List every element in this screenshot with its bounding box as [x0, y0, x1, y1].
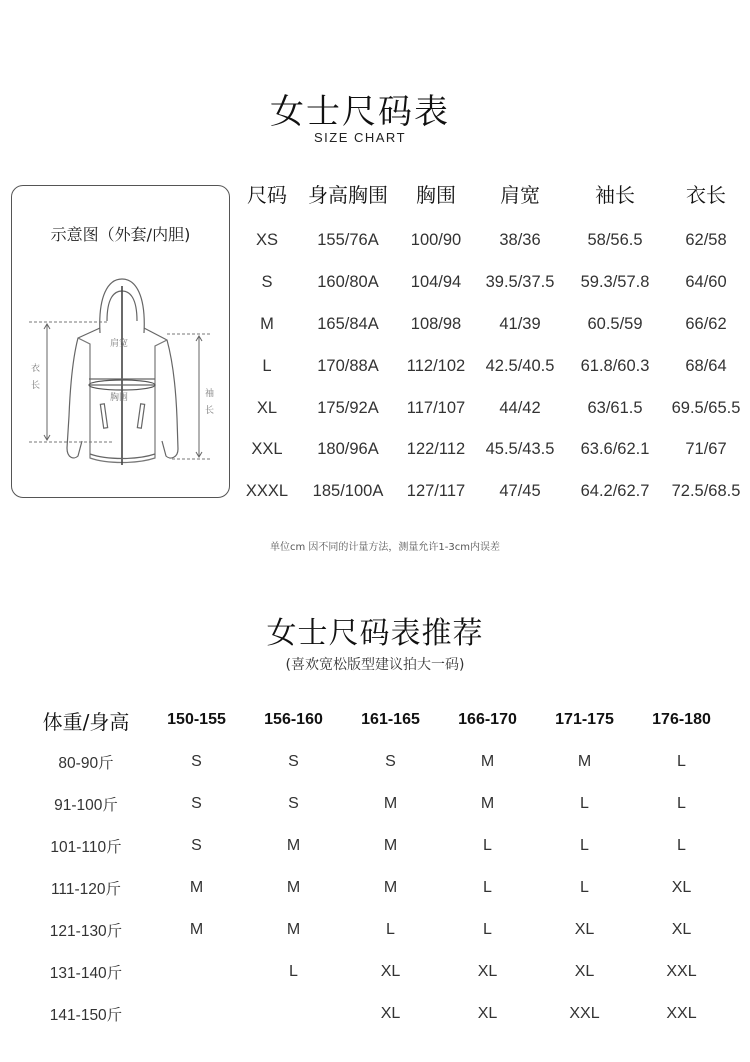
- cell-height-chest: 180/96A: [317, 440, 379, 459]
- size-cell: XL: [671, 921, 692, 938]
- weight-label: 80-90斤: [58, 755, 114, 772]
- size-cell: XXL: [666, 1005, 697, 1022]
- weight-label: 131-140斤: [49, 965, 123, 982]
- size-cell: M: [286, 837, 301, 854]
- weight-label: 91-100斤: [54, 797, 118, 814]
- header-height-range: 156-160: [264, 711, 323, 728]
- size-cell: S: [191, 837, 202, 854]
- cell-length: 64/60: [685, 273, 727, 292]
- size-cell: XL: [380, 963, 401, 980]
- cell-sleeve: 59.3/57.8: [580, 273, 650, 292]
- cell-shoulder: 44/42: [499, 398, 541, 417]
- cell-length: 71/67: [685, 440, 727, 459]
- cell-chest: 122/112: [406, 440, 466, 459]
- header-height-chest: 身高胸围: [308, 182, 388, 207]
- table-row: [24, 951, 740, 993]
- sleeve-label-2: 长: [205, 406, 215, 416]
- cell-chest: 108/98: [410, 314, 462, 333]
- cell-height-chest: 160/80A: [317, 273, 379, 292]
- table-row: [238, 220, 750, 262]
- header-height-range: 161-165: [361, 711, 420, 728]
- cell-shoulder: 47/45: [499, 482, 541, 501]
- cell-chest: 112/102: [406, 356, 466, 375]
- cell-size: XS: [255, 231, 278, 250]
- cell-shoulder: 41/39: [499, 314, 541, 333]
- cell-chest: 117/107: [406, 398, 466, 417]
- size-chart-title: 女士尺码表: [270, 92, 450, 132]
- cell-sleeve: 64.2/62.7: [580, 482, 650, 501]
- size-cell: L: [289, 963, 298, 980]
- cell-length: 62/58: [685, 231, 727, 250]
- header-size: 尺码: [247, 182, 287, 207]
- cell-shoulder: 45.5/43.5: [485, 440, 555, 459]
- size-cell: XL: [380, 1005, 401, 1022]
- cell-sleeve: 58/56.5: [587, 231, 643, 250]
- size-cell: M: [189, 921, 204, 938]
- size-cell: L: [580, 837, 589, 854]
- cell-height-chest: 170/88A: [317, 356, 379, 375]
- size-cell: L: [386, 921, 395, 938]
- header-length: 衣长: [686, 182, 726, 207]
- size-cell: M: [383, 837, 398, 854]
- size-cell: XL: [477, 1005, 498, 1022]
- size-cell: S: [288, 795, 299, 812]
- size-cell: S: [288, 753, 299, 770]
- recommendation-title: 女士尺码表推荐: [266, 616, 484, 651]
- cell-length: 72.5/68.5: [671, 482, 741, 501]
- cell-shoulder: 42.5/40.5: [485, 356, 555, 375]
- cell-sleeve: 61.8/60.3: [580, 356, 650, 375]
- table-row: [24, 825, 740, 867]
- size-cell: M: [480, 753, 495, 770]
- cell-size: XL: [256, 398, 278, 417]
- header-shoulder: 肩宽: [500, 182, 540, 207]
- size-cell: XL: [574, 963, 595, 980]
- size-cell: XL: [671, 879, 692, 896]
- size-cell: S: [191, 795, 202, 812]
- recommendation-header: [24, 699, 740, 741]
- size-cell: L: [580, 795, 589, 812]
- cell-shoulder: 39.5/37.5: [485, 273, 555, 292]
- size-cell: L: [483, 837, 492, 854]
- weight-label: 111-120斤: [50, 881, 122, 898]
- size-cell: L: [677, 795, 686, 812]
- size-table: [238, 172, 750, 513]
- header-height-range: 150-155: [167, 711, 226, 728]
- shoulder-label: 肩宽: [110, 339, 129, 349]
- sleeve-label-1: 袖: [205, 389, 215, 399]
- table-row: [24, 741, 740, 783]
- cell-size: XXL: [251, 440, 283, 459]
- table-row: [238, 345, 750, 387]
- cell-sleeve: 63/61.5: [587, 398, 643, 417]
- jacket-diagram: [11, 185, 230, 498]
- size-cell: M: [286, 921, 301, 938]
- header-sleeve: 袖长: [595, 182, 635, 207]
- cell-sleeve: 60.5/59: [587, 314, 643, 333]
- recommendation-subtitle: (喜欢宽松版型建议拍大一码): [285, 657, 465, 673]
- cell-chest: 100/90: [410, 231, 462, 250]
- measurement-note: 单位cm 因不同的计量方法，测量允许1-3cm内误差: [270, 542, 500, 553]
- size-cell: S: [385, 753, 396, 770]
- length-label-2: 长: [31, 381, 41, 391]
- cell-length: 68/64: [685, 356, 727, 375]
- cell-size: XXXL: [245, 482, 289, 501]
- size-chart-subtitle: SIZE CHART: [313, 130, 407, 145]
- size-cell: M: [577, 753, 592, 770]
- table-row: [238, 471, 750, 513]
- chest-label: 胸围: [110, 393, 129, 403]
- diagram-title: 示意图（外套/内胆): [50, 225, 191, 244]
- size-cell: L: [677, 753, 686, 770]
- header-height-range: 166-170: [458, 711, 517, 728]
- table-row: [238, 304, 750, 346]
- table-row: [238, 429, 750, 471]
- cell-size: M: [260, 314, 274, 333]
- header-weight-height: 体重/身高: [42, 709, 130, 734]
- size-cell: S: [191, 753, 202, 770]
- size-cell: XXL: [666, 963, 697, 980]
- weight-label: 141-150斤: [49, 1007, 123, 1024]
- cell-size: L: [262, 356, 272, 375]
- size-cell: M: [189, 879, 204, 896]
- weight-label: 121-130斤: [49, 923, 123, 940]
- table-row: [24, 993, 740, 1035]
- header-chest: 胸围: [416, 182, 456, 207]
- header-height-range: 171-175: [555, 711, 614, 728]
- size-cell: M: [383, 879, 398, 896]
- table-row: [24, 909, 740, 951]
- size-cell: M: [383, 795, 398, 812]
- table-row: [238, 387, 750, 429]
- size-cell: L: [483, 879, 492, 896]
- length-label-1: 衣: [31, 364, 41, 374]
- cell-sleeve: 63.6/62.1: [580, 440, 650, 459]
- cell-chest: 104/94: [410, 273, 462, 292]
- cell-size: S: [261, 273, 273, 292]
- size-cell: L: [580, 879, 589, 896]
- cell-chest: 127/117: [406, 482, 466, 501]
- size-cell: XL: [477, 963, 498, 980]
- cell-shoulder: 38/36: [499, 231, 541, 250]
- cell-height-chest: 185/100A: [312, 482, 384, 501]
- size-cell: M: [480, 795, 495, 812]
- cell-height-chest: 155/76A: [317, 231, 379, 250]
- size-cell: M: [286, 879, 301, 896]
- table-row: [24, 867, 740, 909]
- cell-height-chest: 175/92A: [317, 398, 379, 417]
- recommendation-table: [24, 699, 740, 1035]
- weight-label: 101-110斤: [50, 839, 122, 856]
- size-cell: L: [677, 837, 686, 854]
- size-cell: L: [483, 921, 492, 938]
- table-row: [24, 783, 740, 825]
- cell-length: 69.5/65.5: [671, 398, 741, 417]
- cell-length: 66/62: [685, 314, 727, 333]
- cell-height-chest: 165/84A: [317, 314, 379, 333]
- table-row: [238, 262, 750, 304]
- size-cell: XL: [574, 921, 595, 938]
- header-height-range: 176-180: [652, 711, 711, 728]
- size-table-header: [238, 172, 750, 214]
- size-cell: XXL: [569, 1005, 600, 1022]
